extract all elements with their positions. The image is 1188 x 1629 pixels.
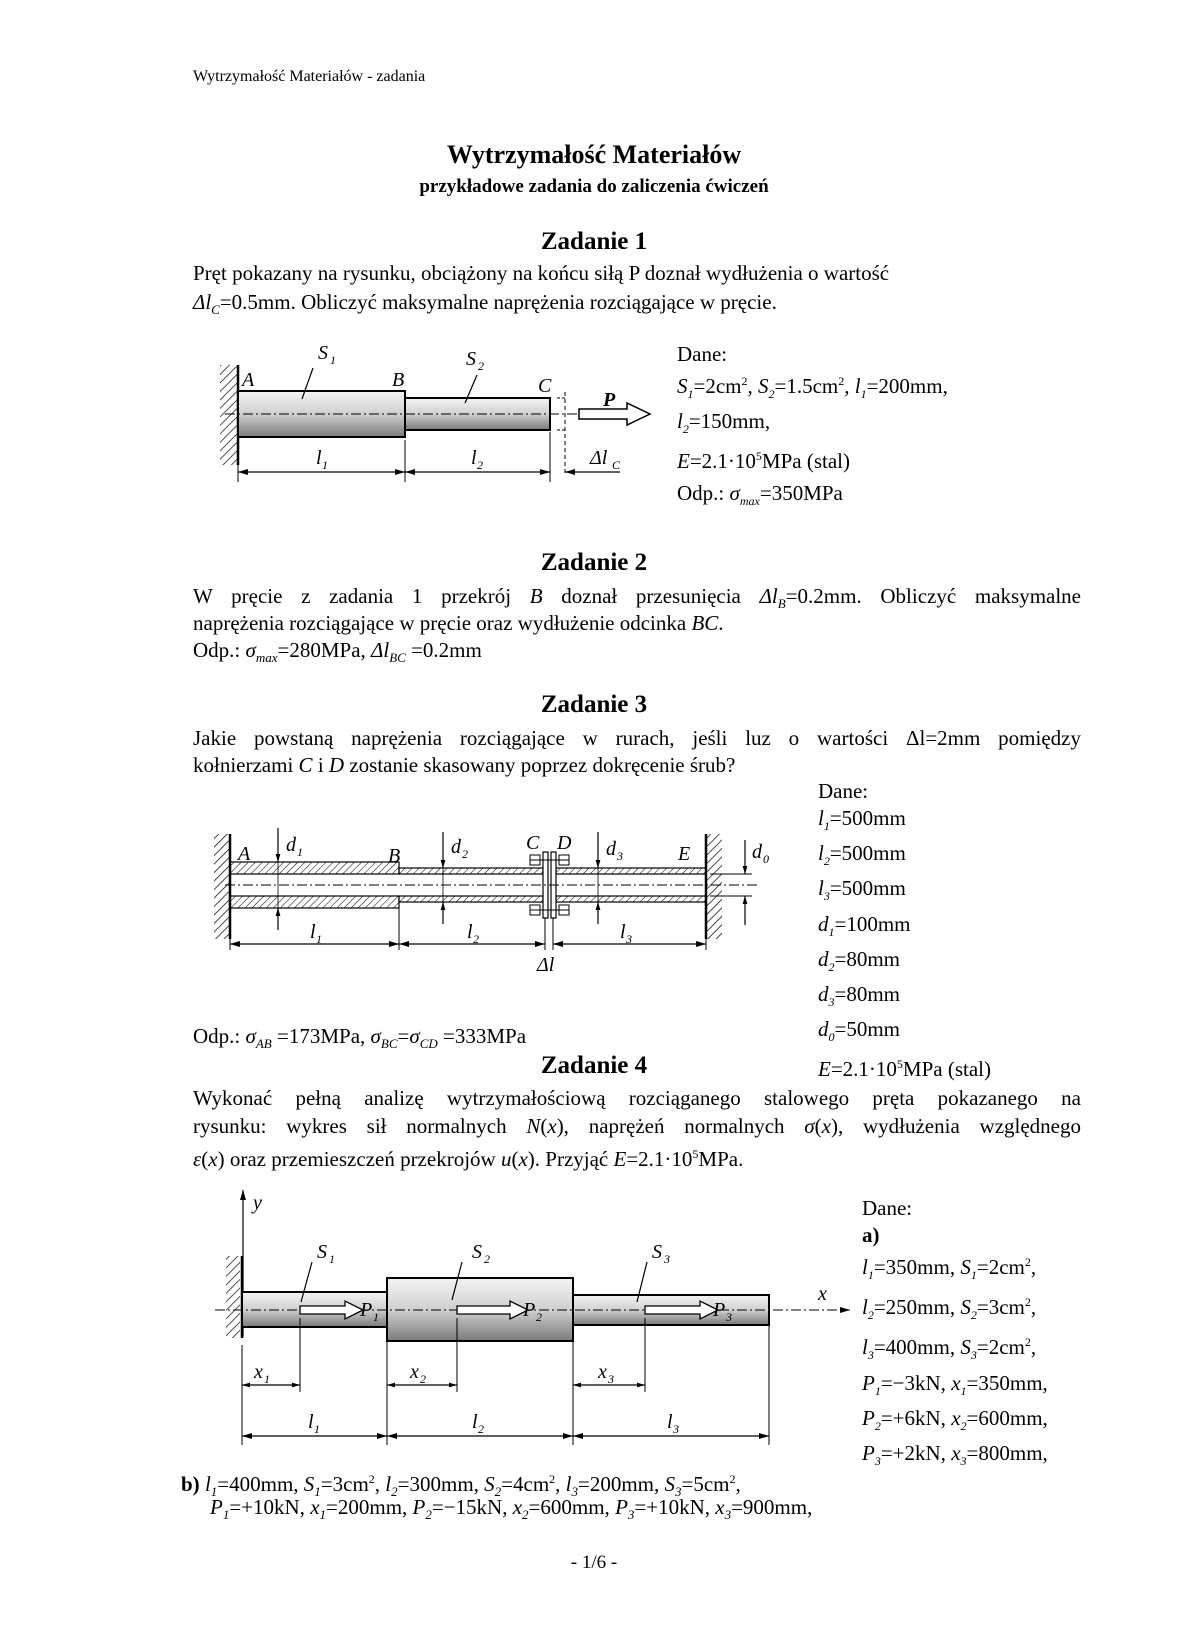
label-d0: d <box>752 841 762 863</box>
document-subtitle: przykładowe zadania do zaliczenia ćwiczeń <box>419 176 769 197</box>
task-1-data: Dane: $S_1=2cm^2$, $S_2=1.5cm^2$, $l_1=200mm$, $l_2=150mm$, $E=2.1\cdot 10^5MPa$ (stal) <box>677 342 948 474</box>
label-l2-sub: 2 <box>477 458 483 472</box>
task-4-data-row: $l_2=250mm$, $S_2=3cm^2$, <box>862 1295 1037 1323</box>
task-3-text-line-2: kołnierzami C i D zostanie skasowany poprzez dokręcenie śrub? <box>193 753 736 777</box>
label-l1: l <box>308 1411 314 1433</box>
label-l1-sub: 1 <box>314 1422 320 1436</box>
task-3-data-row: $d_2=80mm$ <box>818 946 901 974</box>
task-1-heading: Zadanie 1 <box>540 228 648 255</box>
task-4-data-row: $P_3=+2kN$, $x_3=800mm$, <box>862 1440 1048 1469</box>
label-E: E <box>678 843 691 865</box>
label-S1-sub: 1 <box>329 1252 335 1266</box>
label-l3-sub: 3 <box>626 932 632 946</box>
label-P2-sub: 2 <box>536 1310 542 1324</box>
label-dl: Δl <box>537 954 555 976</box>
label-B: B <box>388 845 401 867</box>
task-3-data-row: $E=2.1\cdot 10^5MPa$ (stal) <box>818 1057 991 1082</box>
label-S1: S <box>318 342 328 364</box>
label-d3: d <box>606 838 616 860</box>
label-l2: l <box>467 921 473 943</box>
task-4-data-row: $P_2=+6kN$, $x_2=600mm$, <box>862 1405 1048 1433</box>
label-l1: l <box>310 921 316 943</box>
label-S1: S <box>317 1241 327 1263</box>
label-C: C <box>538 375 552 397</box>
page-number: - 1/6 - <box>570 1552 618 1573</box>
label-l3: l <box>667 1411 673 1433</box>
task-4-variant-b-line-1: b) $l_1=400mm$, $S_1=3cm^2$, $l_2=300mm$, $S_2=4cm^2$, $l_3=200mm$, $S_3=5cm^2$, <box>181 1472 741 1500</box>
task-3-answer: Odp.: $\sigma_{AB} =173MPa$, $\sigma_{BC}=\sigma_{CD} =333MPa$ <box>193 1024 527 1052</box>
task-2-text-line-1: W pręcie z zadania 1 przekrój B doznał przesunięcia $\Delta l_B=0.2mm$. Obliczyć maksymalne <box>193 584 1082 612</box>
label-l1-sub: 1 <box>322 458 328 472</box>
label-d2-sub: 2 <box>462 847 468 861</box>
label-S1-sub: 1 <box>330 353 336 367</box>
running-header: Wytrzymałość Materiałów - zadania <box>193 68 426 85</box>
label-P: P <box>603 389 616 411</box>
document-title: Wytrzymałość Materiałów <box>446 140 742 169</box>
label-P2: P <box>523 1299 536 1321</box>
support-hatch <box>226 1256 240 1338</box>
pipe-DE-top-wall <box>556 868 706 874</box>
task-4-data-row: $P_1=-3kN$, $x_1=350mm$, <box>862 1370 1048 1398</box>
label-A: A <box>242 369 255 391</box>
label-dlC-sub: C <box>612 458 621 472</box>
task-3-data-row: $l_2=500mm$ <box>818 841 906 869</box>
pipe-BC-top-wall <box>399 868 543 874</box>
label-l3-sub: 3 <box>673 1422 679 1436</box>
label-x2-sub: 2 <box>420 1372 426 1386</box>
label-C: C <box>526 832 540 854</box>
label-l2: l <box>471 447 477 469</box>
task-3-data-row: $d_1=100mm$ <box>818 911 911 939</box>
pipe-AB-top-wall <box>230 862 399 874</box>
figure-task-3 <box>214 828 769 976</box>
label-l1-sub: 1 <box>316 932 322 946</box>
task-3-data-row: $l_3=500mm$ <box>818 876 906 904</box>
label-y: y <box>253 1192 262 1214</box>
task-4-text-line-3: ε(x) oraz przemieszczeń przekrojów u(x). Przyjąć $E=2.1\cdot 10^5MPa$. <box>193 1147 744 1171</box>
task-1-answer: Odp.: $\sigma_{max}=350MPa$ <box>677 481 843 509</box>
label-l2-sub: 2 <box>478 1422 484 1436</box>
task-3-data-row: $d_0=50mm$ <box>818 1017 901 1045</box>
label-P1-sub: 1 <box>373 1310 379 1324</box>
label-S2-sub: 2 <box>478 359 484 373</box>
task-2-text-line-2: naprężenia rozciągające w pręcie oraz wydłużenie odcinka BC. <box>193 611 724 635</box>
task-3-data: Dane: $l_1=500mm$ $l_2=500mm$ $l_3=500mm$ $d_1=100mm$ $d_2=80mm$ $d_3=80mm$ $d_0=50mm$ $E=2.1\cdot 10^5MPa$ (stal) <box>818 779 991 1082</box>
label-S2: S <box>466 348 476 370</box>
pipe-AB-bottom-wall <box>230 896 399 908</box>
label-P1: P <box>360 1299 373 1321</box>
label-d1: d <box>286 834 296 856</box>
label-x3-sub: 3 <box>608 1372 614 1386</box>
task-1-text-line-2: $\Delta l_C=0.5mm$. Obliczyć maksymalne naprężenia rozciągające w pręcie. <box>193 290 777 318</box>
label-dlC: Δl <box>590 447 608 469</box>
label-d3-sub: 3 <box>617 849 623 863</box>
task-4-data-row: $l_1=350mm$, $S_1=2cm^2$, <box>862 1255 1037 1283</box>
task-3-data-row: $l_1=500mm$ <box>818 806 906 834</box>
label-d0-sub: 0 <box>763 852 769 866</box>
label-x1-sub: 1 <box>264 1372 270 1386</box>
figure-task-1 <box>220 342 650 482</box>
label-x1: x <box>254 1361 263 1383</box>
task-4-text-line-2: rysunku: wykres sił normalnych N(x), naprężeń normalnych σ(x), wydłużenia względnego <box>193 1114 1082 1138</box>
task-4-heading: Zadanie 4 <box>540 1052 648 1079</box>
task-4-variant-b-line-2: $P_1=+10kN$, $x_1=200mm$, $P_2=-15kN$, $x_2=600mm$, $P_3=+10kN$, $x_3=900mm$, <box>210 1495 813 1523</box>
label-P3: P <box>713 1299 726 1321</box>
task-3-text-line-1: Jakie powstaną naprężenia rozciągające w rurach, jeśli luz o wartości Δl=2mm pomiędzy <box>193 726 1081 750</box>
label-d1-sub: 1 <box>297 845 303 859</box>
label-x3: x <box>598 1361 607 1383</box>
label-B: B <box>392 369 405 391</box>
label-x2: x <box>410 1361 419 1383</box>
task-4-data-row: $l_3=400mm$, $S_3=2cm^2$, <box>862 1335 1037 1363</box>
label-d2: d <box>451 836 461 858</box>
right-wall-hatch <box>706 834 722 939</box>
pipe-DE-bottom-wall <box>556 896 706 902</box>
label-l3: l <box>620 921 626 943</box>
figure-task-4 <box>215 1190 850 1445</box>
label-S3: S <box>652 1241 662 1263</box>
fixed-support-hatch <box>220 365 238 465</box>
label-S2-sub: 2 <box>484 1252 490 1266</box>
label-S2: S <box>472 1241 482 1263</box>
left-wall-hatch <box>214 834 230 939</box>
label-x: x <box>818 1283 827 1305</box>
label-l2: l <box>472 1411 478 1433</box>
label-l2-sub: 2 <box>473 932 479 946</box>
task-4-data: Dane: a) $l_1=350mm$, $S_1=2cm^2$, $l_2=250mm$, $S_2=3cm^2$, $l_3=400mm$, $S_3=2cm^2$, $P_1=-3kN$, $x_1=350mm$, $P_2=+6kN$, $x_2=600mm$, $P_3=+2kN$, $x_3=800mm$, <box>862 1195 1048 1475</box>
pipe-BC-bottom-wall <box>399 896 543 902</box>
label-S3-sub: 3 <box>664 1252 670 1266</box>
label-l1: l <box>316 447 322 469</box>
label-P3-sub: 3 <box>726 1310 732 1324</box>
task-2-answer: Odp.: $\sigma_{max}=280MPa$, $\Delta l_{BC} =0.2mm$ <box>193 638 482 666</box>
task-3-data-row: $d_3=80mm$ <box>818 981 901 1010</box>
task-1-text-line-1: Pręt pokazany na rysunku, obciążony na końcu siłą P doznał wydłużenia o wartość <box>193 261 890 285</box>
task-4-text-line-1: Wykonać pełną analizę wytrzymałościową rozciąganego stalowego pręta pokazanego na <box>193 1086 1081 1110</box>
label-A: A <box>238 843 251 865</box>
task-2-heading: Zadanie 2 <box>540 549 648 576</box>
task-3-heading: Zadanie 3 <box>540 691 648 718</box>
label-D: D <box>557 832 572 854</box>
